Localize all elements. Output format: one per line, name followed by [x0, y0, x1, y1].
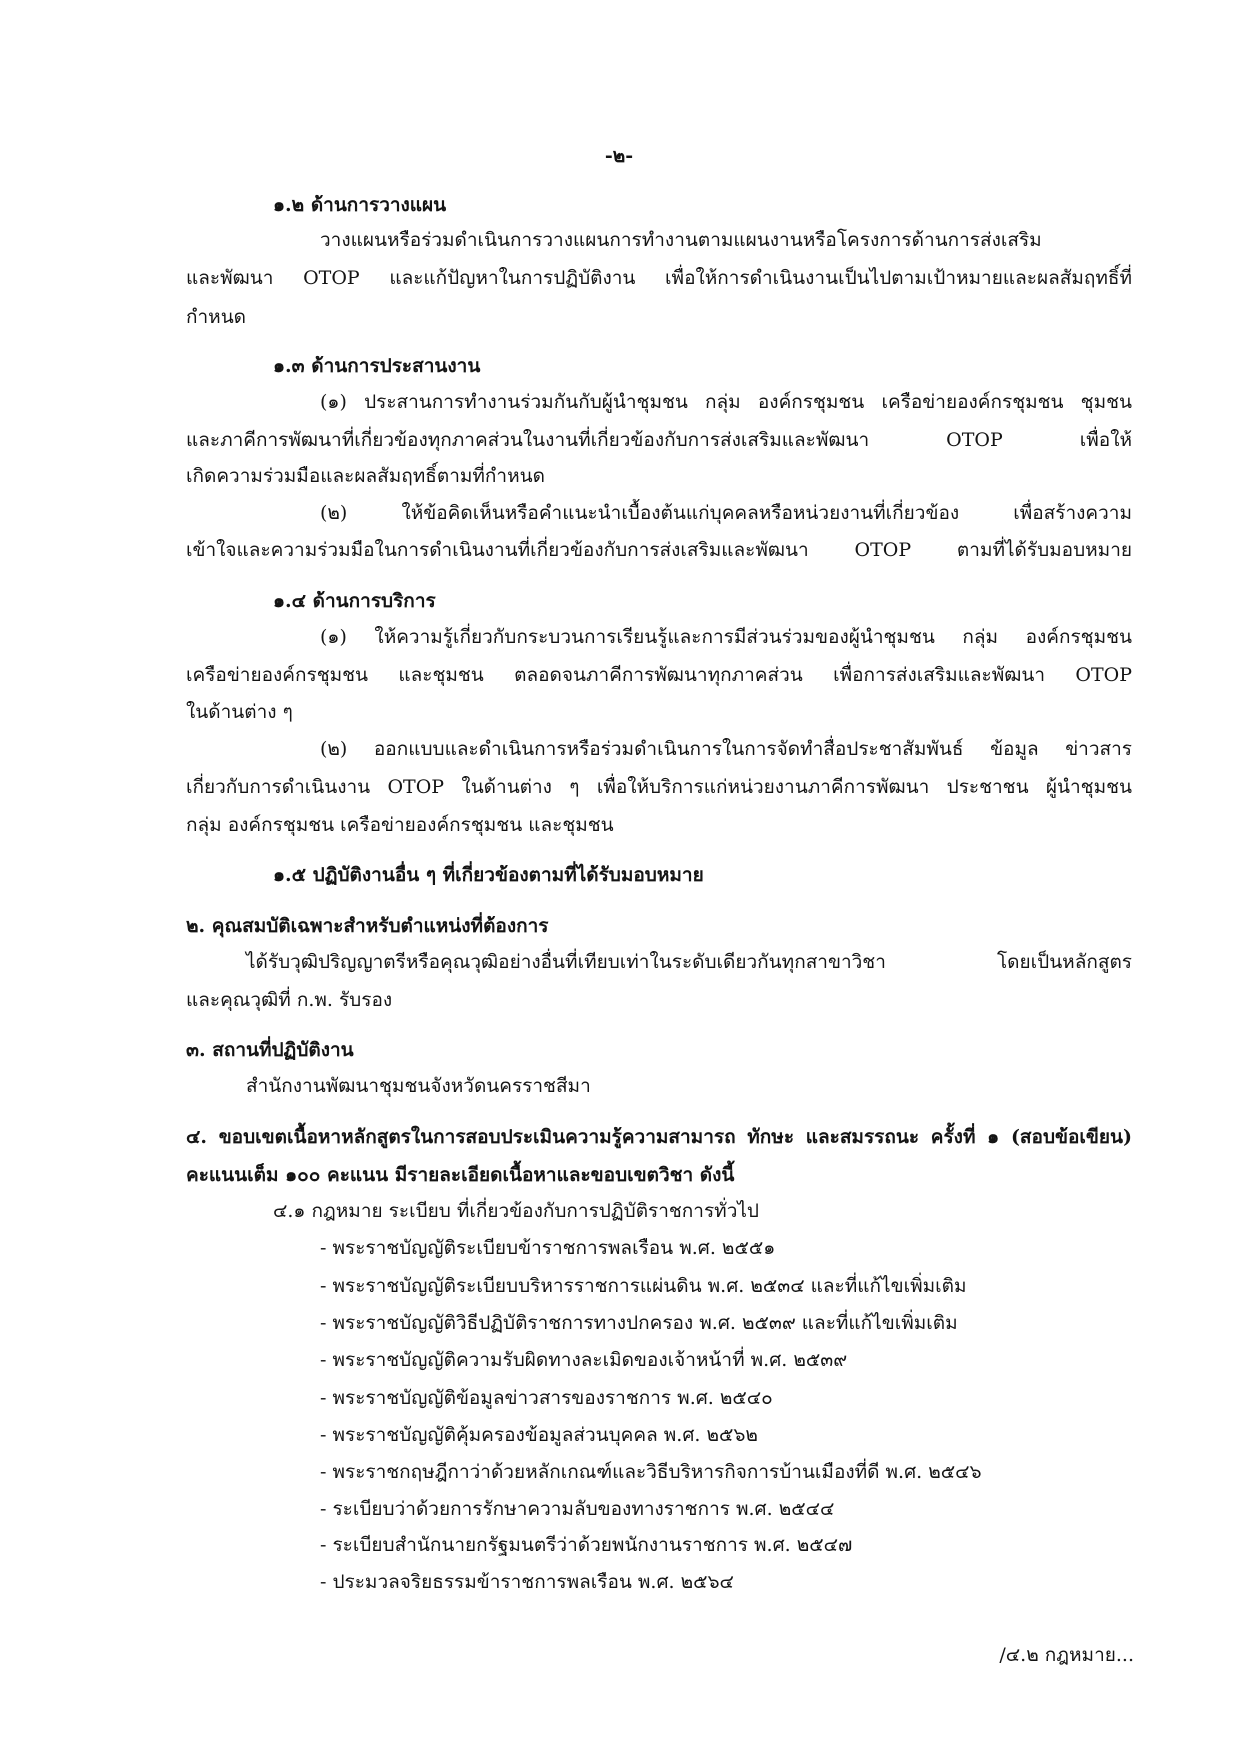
section-1-3-line: และภาคีการพัฒนาที่เกี่ยวข้องทุกภาคส่วนในงานที่เกี่ยวข้องกับการส่งเสริมและพัฒนา OTOP เพื่อให้ [186, 429, 1132, 451]
list-item: - พระราชบัญญัติข้อมูลข่าวสารของราชการ พ.ศ. ๒๕๔๐ [320, 1387, 773, 1409]
list-item: - พระราชบัญญัติความรับผิดทางละเมิดของเจ้าหน้าที่ พ.ศ. ๒๕๓๙ [320, 1349, 848, 1371]
list-item: - พระราชบัญญัติระเบียบบริหารราชการแผ่นดิน พ.ศ. ๒๕๓๔ และที่แก้ไขเพิ่มเติม [320, 1275, 967, 1297]
section-1-4-line: (๑) ให้ความรู้เกี่ยวกับกระบวนการเรียนรู้และการมีส่วนร่วมของผู้นำชุมชน กลุ่ม องค์กรชุมชน [320, 626, 1132, 648]
list-item: - ระเบียบสำนักนายกรัฐมนตรีว่าด้วยพนักงานราชการ พ.ศ. ๒๕๔๗ [320, 1534, 853, 1556]
list-item: - ประมวลจริยธรรมข้าราชการพลเรือน พ.ศ. ๒๕๖๔ [320, 1571, 734, 1593]
section-1-2-line: วางแผนหรือร่วมดำเนินการวางแผนการทำงานตามแผนงานหรือโครงการด้านการส่งเสริม [320, 229, 1042, 251]
section-3-heading: ๓. สถานที่ปฏิบัติงาน [186, 1039, 354, 1061]
section-3-line: สำนักงานพัฒนาชุมชนจังหวัดนครราชสีมา [246, 1075, 591, 1097]
section-1-4-line: ในด้านต่าง ๆ [186, 701, 293, 723]
section-1-5-heading: ๑.๕ ปฏิบัติงานอื่น ๆ ที่เกี่ยวข้องตามที่ได้รับมอบหมาย [273, 864, 704, 886]
section-2-heading: ๒. คุณสมบัติเฉพาะสำหรับตำแหน่งที่ต้องการ [186, 915, 549, 937]
section-2-line: ได้รับวุฒิปริญญาตรีหรือคุณวุฒิอย่างอื่นที่เทียบเท่าในระดับเดียวกันทุกสาขาวิชา โดยเป็นหลักสูตร [246, 951, 1132, 973]
section-1-3-line: เกิดความร่วมมือและผลสัมฤทธิ์ตามที่กำหนด [186, 465, 545, 487]
section-1-4-line: เครือข่ายองค์กรชุมชน และชุมชน ตลอดจนภาคีการพัฒนาทุกภาคส่วน เพื่อการส่งเสริมและพัฒนา OTOP [186, 664, 1132, 686]
page-number: -๒- [604, 145, 634, 167]
section-4-1-heading: ๔.๑ กฎหมาย ระเบียบ ที่เกี่ยวข้องกับการปฏิบัติราชการทั่วไป [273, 1200, 759, 1222]
section-1-3-line: เข้าใจและความร่วมมือในการดำเนินงานที่เกี่ยวข้องกับการส่งเสริมและพัฒนา OTOP ตามที่ได้รับมอบหมาย [186, 539, 1132, 561]
section-1-2-line: กำหนด [186, 306, 247, 328]
section-4-heading-cont: คะแนนเต็ม ๑๐๐ คะแนน มีรายละเอียดเนื้อหาและขอบเขตวิชา ดังนี้ [186, 1164, 735, 1186]
section-1-4-heading: ๑.๔ ด้านการบริการ [273, 590, 436, 612]
list-item: - พระราชบัญญัติวิธีปฏิบัติราชการทางปกครอง พ.ศ. ๒๕๓๙ และที่แก้ไขเพิ่มเติม [320, 1312, 958, 1334]
list-item: - พระราชบัญญัติคุ้มครองข้อมูลส่วนบุคคล พ.ศ. ๒๕๖๒ [320, 1424, 758, 1446]
section-1-3-heading: ๑.๓ ด้านการประสานงาน [273, 355, 481, 377]
section-1-2-heading: ๑.๒ ด้านการวางแผน [273, 194, 447, 216]
section-1-4-line: กลุ่ม องค์กรชุมชน เครือข่ายองค์กรชุมชน และชุมชน [186, 814, 614, 836]
list-item: - ระเบียบว่าด้วยการรักษาความลับของทางราชการ พ.ศ. ๒๕๔๔ [320, 1498, 835, 1520]
section-1-4-line: (๒) ออกแบบและดำเนินการหรือร่วมดำเนินการในการจัดทำสื่อประชาสัมพันธ์ ข้อมูล ข่าวสาร [320, 738, 1132, 760]
list-item: - พระราชกฤษฎีกาว่าด้วยหลักเกณฑ์และวิธีบริหารกิจการบ้านเมืองที่ดี พ.ศ. ๒๕๔๖ [320, 1461, 982, 1483]
section-1-4-line: เกี่ยวกับการดำเนินงาน OTOP ในด้านต่าง ๆ เพื่อให้บริการแก่หน่วยงานภาคีการพัฒนา ประชาชน ผู้นำชุมชน [186, 776, 1132, 798]
section-1-3-line: (๑) ประสานการทำงานร่วมกันกับผู้นำชุมชน กลุ่ม องค์กรชุมชน เครือข่ายองค์กรชุมชน ชุมชน [320, 391, 1132, 413]
continuation-note: /๔.๒ กฎหมาย... [999, 1644, 1134, 1666]
list-item: - พระราชบัญญัติระเบียบข้าราชการพลเรือน พ.ศ. ๒๕๕๑ [320, 1237, 776, 1259]
section-2-line: และคุณวุฒิที่ ก.พ. รับรอง [186, 989, 393, 1011]
section-4-heading: ๔. ขอบเขตเนื้อหาหลักสูตรในการสอบประเมินความรู้ความสามารถ ทักษะ และสมรรถนะ ครั้งที่ ๑ (สอบข้อเขียน) [186, 1126, 1132, 1148]
section-1-3-line: (๒) ให้ข้อคิดเห็นหรือคำแนะนำเบื้องต้นแก่บุคคลหรือหน่วยงานที่เกี่ยวข้อง เพื่อสร้างความ [320, 502, 1132, 524]
section-1-2-line: และพัฒนา OTOP และแก้ปัญหาในการปฏิบัติงาน เพื่อให้การดำเนินงานเป็นไปตามเป้าหมายและผลสัมฤทธิ์ที่ [186, 267, 1132, 289]
